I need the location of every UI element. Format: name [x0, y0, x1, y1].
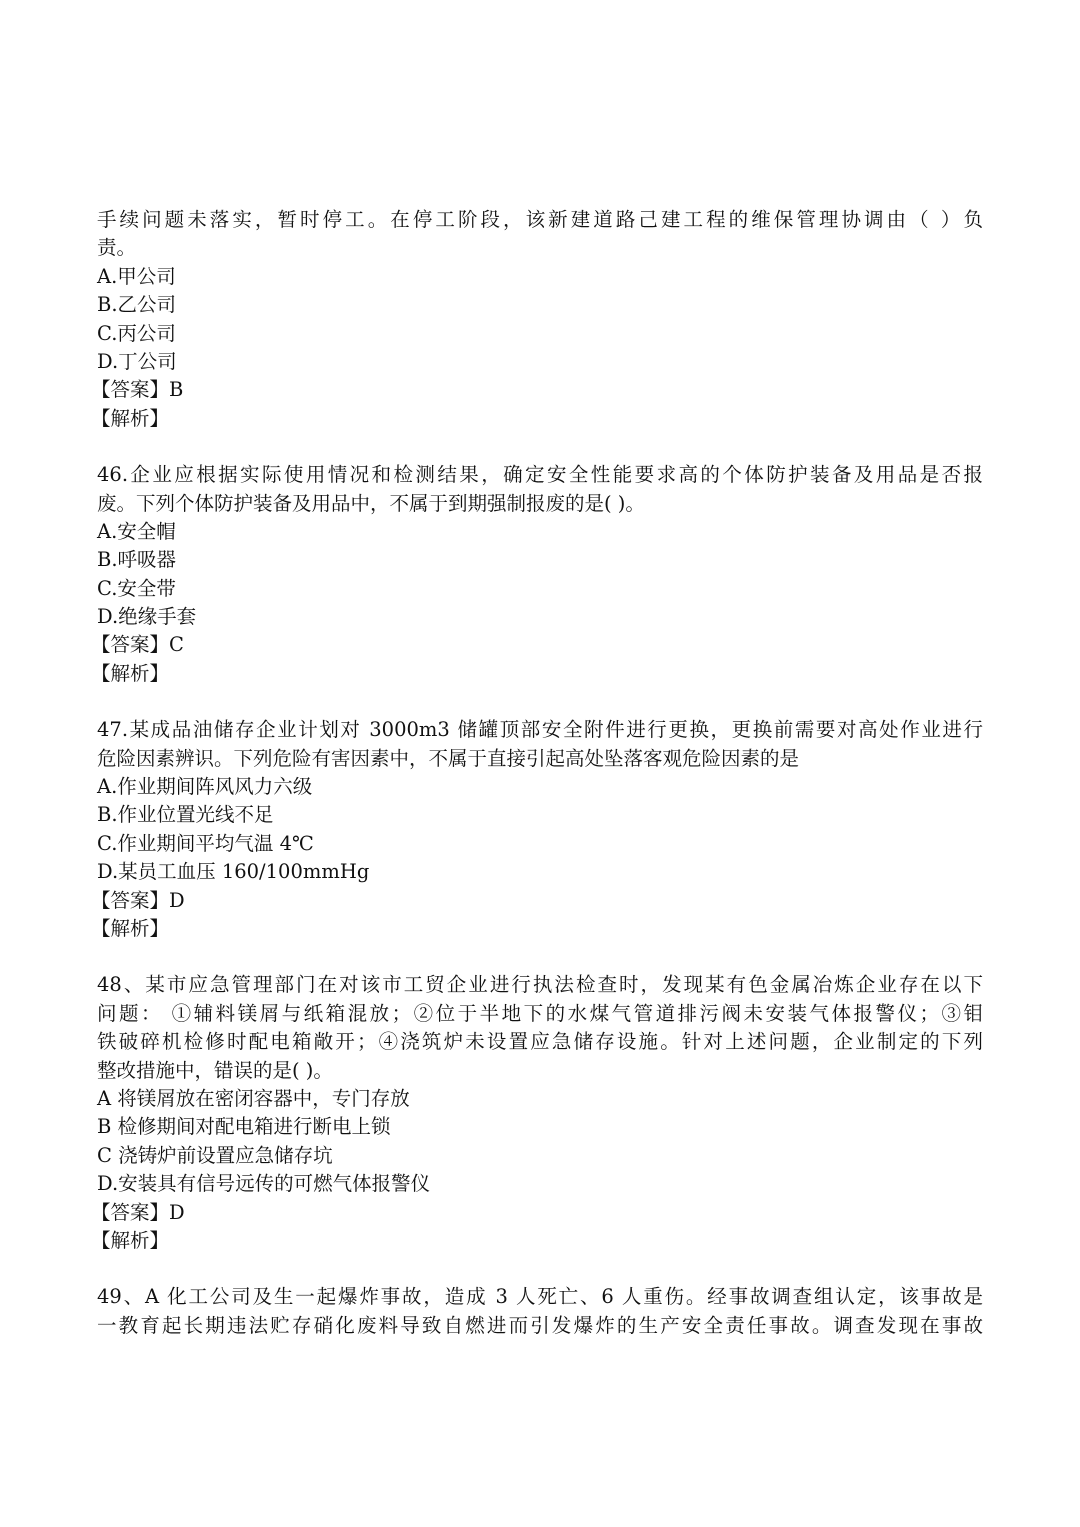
option-d: D.丁公司 — [97, 349, 177, 373]
answer: 【答案】D — [91, 1200, 185, 1224]
option-a: A.作业期间阵风风力六级 — [97, 775, 313, 799]
question-stem-line: 47.某成品油储存企业计划对 3000m3 储罐顶部安全附件进行更换，更换前需要对高处作业进行 — [97, 718, 983, 742]
question-stem-line: 49、A 化工公司及生一起爆炸事故，造成 3 人死亡、6 人重伤。经事故调查组认定，该事故是 — [97, 1285, 983, 1309]
option-b: B.乙公司 — [97, 293, 177, 317]
question-stem-line: 手续问题未落实，暂时停工。在停工阶段，该新建道路己建工程的维保管理协调由（ ）负 — [97, 208, 983, 231]
answer: 【答案】D — [91, 888, 185, 912]
option-a: A.甲公司 — [97, 264, 176, 288]
analysis: 【解析】 — [91, 406, 170, 430]
analysis: 【解析】 — [91, 1228, 170, 1252]
option-d: D.安装具有信号远传的可燃气体报警仪 — [97, 1172, 431, 1196]
page-content — [91, 206, 983, 1340]
question-gap — [97, 943, 983, 971]
answer: 【答案】B — [91, 378, 184, 402]
question-stem-line: 48、某市应急管理部门在对该市工贸企业进行执法检查时，发现某有色金属冶炼企业存在以下 — [97, 973, 983, 997]
analysis: 【解析】 — [91, 916, 170, 940]
option-c: C.作业期间平均气温 4℃ — [97, 831, 314, 855]
option-a: A 将镁屑放在密闭容器中，专门存放 — [97, 1086, 410, 1110]
option-c: C.丙公司 — [97, 321, 176, 345]
option-a: A.安全帽 — [97, 519, 176, 543]
question-48 — [91, 971, 983, 1255]
option-c: C 浇铸炉前设置应急储存坑 — [97, 1143, 333, 1167]
question-stem-line: 一教育起长期违法贮存硝化废料导致自燃进而引发爆炸的生产安全责任事故。调查发现在事故 — [97, 1313, 983, 1337]
question-gap — [97, 688, 983, 716]
option-d: D.绝缘手套 — [97, 605, 197, 629]
option-b: B.作业位置光线不足 — [97, 803, 274, 827]
option-b: B.呼吸器 — [97, 548, 177, 572]
question-stem-line: 责。 — [97, 236, 137, 260]
question-46 — [91, 461, 983, 688]
question-49 — [97, 1283, 983, 1340]
question-stem-line: 废。下列个体防护装备及用品中，不属于到期强制报废的是( )。 — [97, 491, 645, 515]
question-stem-line: 铁破碎机检修时配电箱敞开；④浇筑炉未设置应急储存设施。针对上述问题，企业制定的下列 — [97, 1030, 983, 1054]
question-stem-line: 整改措施中，错误的是( )。 — [97, 1058, 333, 1082]
question-stem-line: 问题： ①辅料镁屑与纸箱混放；②位于半地下的水煤气管道排污阀未安装气体报警仪；③钼 — [97, 1001, 983, 1025]
answer: 【答案】C — [91, 633, 184, 657]
question-47 — [91, 716, 983, 943]
option-b: B 检修期间对配电箱进行断电上锁 — [97, 1115, 391, 1139]
question-45 — [91, 206, 983, 433]
option-c: C.安全带 — [97, 576, 176, 600]
question-gap — [97, 433, 983, 461]
question-gap — [97, 1255, 983, 1283]
question-stem-line: 46.企业应根据实际使用情况和检测结果，确定安全性能要求高的个体防护装备及用品是否报 — [97, 463, 983, 487]
option-d: D.某员工血压 160/100mmHg — [97, 860, 370, 884]
analysis: 【解析】 — [91, 661, 170, 685]
question-stem-line: 危险因素辨识。下列危险有害因素中，不属于直接引起高处坠落客观危险因素的是 — [97, 746, 800, 770]
